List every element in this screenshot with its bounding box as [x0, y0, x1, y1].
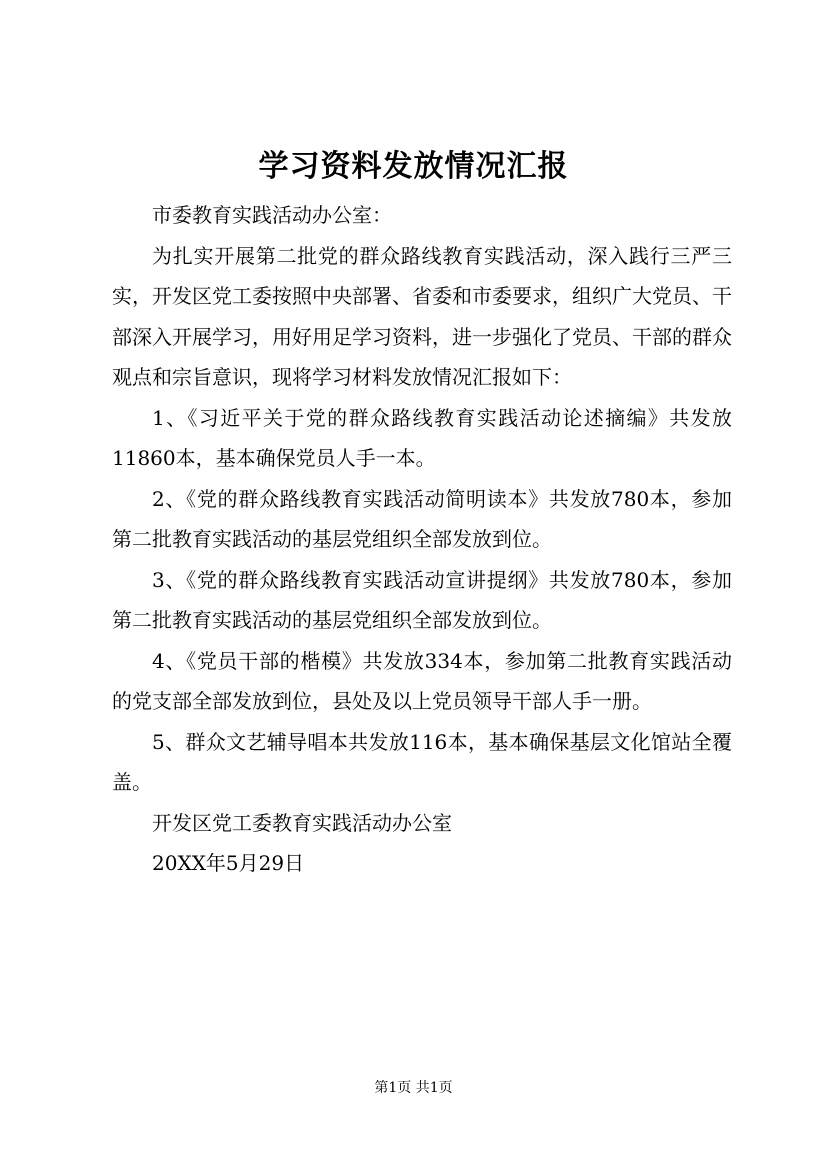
- list-item: 2、《党的群众路线教育实践活动简明读本》共发放780本，参加第二批教育实践活动的基层党组织全部发放到位。: [112, 486, 732, 551]
- signature-line: 开发区党工委教育实践活动办公室: [152, 810, 452, 835]
- list-item: 5、群众文艺辅导唱本共发放116本，基本确保基层文化馆站全覆盖。: [112, 729, 732, 794]
- intro-paragraph: 为扎实开展第二批党的群众路线教育实践活动，深入践行三严三实，开发区党工委按照中央部署、省委和市委要求，组织广大党员、干部深入开展学习，用好用足学习资料，进一步强化了党员、干部的群众观点和宗旨意识，现将学习材料发放情况汇报如下：: [112, 243, 732, 389]
- document-body: [112, 195, 732, 884]
- date-line: 20XX年5月29日: [152, 851, 305, 875]
- page-footer: 第1页 共1页: [374, 1080, 453, 1096]
- list-item: 4、《党员干部的楷模》共发放334本，参加第二批教育实践活动的党支部全部发放到位，县处及以上党员领导干部人手一册。: [112, 648, 732, 713]
- document-title: 学习资料发放情况汇报: [258, 149, 569, 184]
- salutation: 市委教育实践活动办公室：: [152, 203, 392, 227]
- list-item: 1、《习近平关于党的群众路线教育实践活动论述摘编》共发放11860本，基本确保党员人手一本。: [112, 405, 732, 470]
- list-item: 3、《党的群众路线教育实践活动宣讲提纲》共发放780本，参加第二批教育实践活动的基层党组织全部发放到位。: [112, 567, 732, 632]
